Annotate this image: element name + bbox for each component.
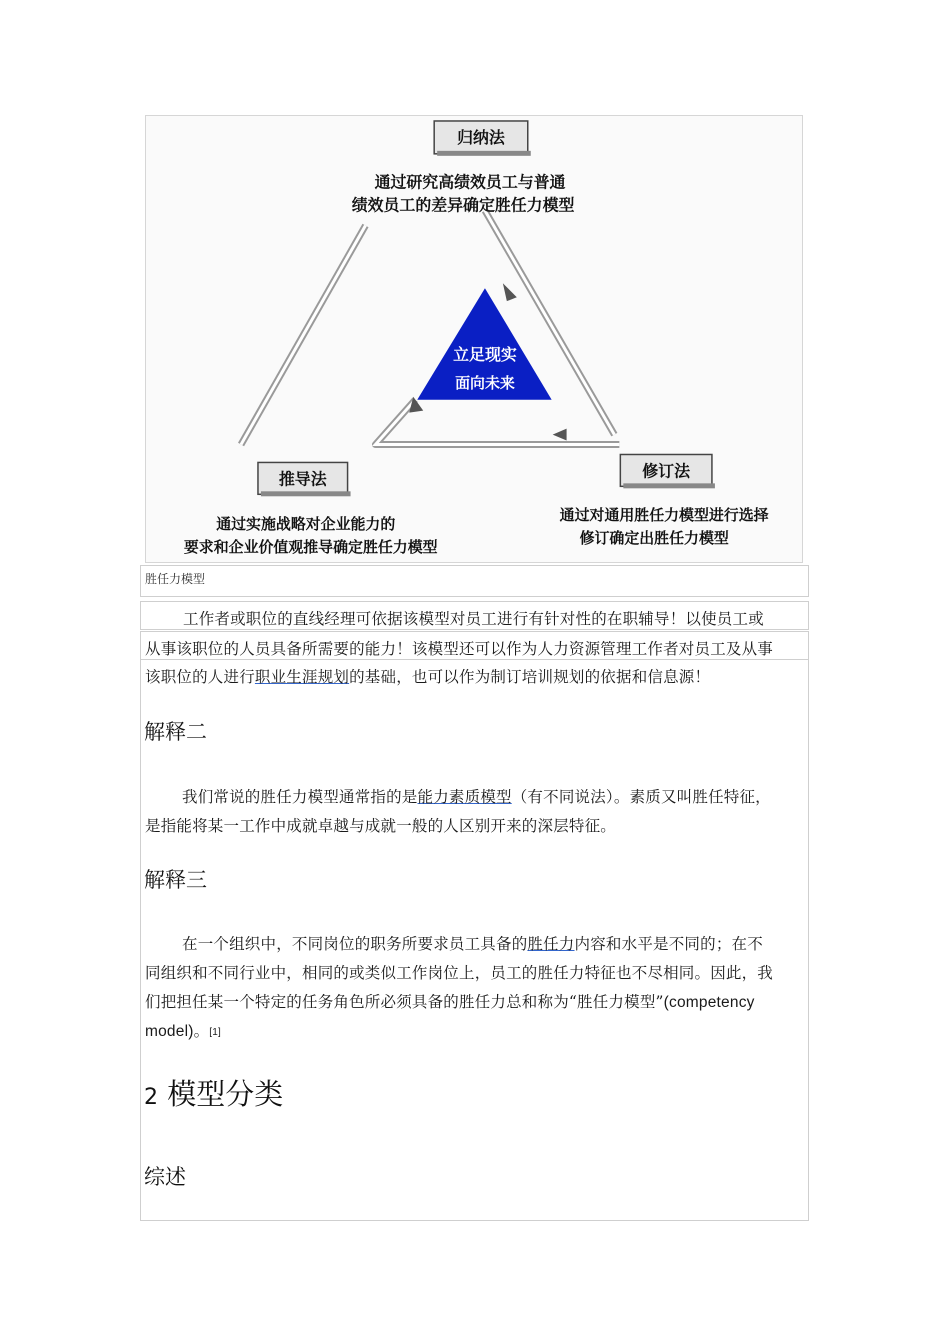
career-planning-link[interactable]: 职业生涯规划 xyxy=(254,668,350,686)
paragraph1-row2 xyxy=(140,631,809,660)
chapter2-heading xyxy=(144,1072,283,1113)
section3-line3-text-a: 们把担任某一个特定的任务角色所必须具备的胜任力总和称为“胜任力模型” xyxy=(145,993,664,1011)
para1-line3-text-b: 的基础，也可以作为制订培训规划的依据和信息源！ xyxy=(349,668,711,686)
chapter-title: 模型分类 xyxy=(167,1077,284,1111)
section2-line1 xyxy=(182,785,771,807)
section3-line1-text-a: 在一个组织中，不同岗位的职务所要求员工具备的 xyxy=(182,935,528,953)
chapter-number: 2 xyxy=(144,1085,158,1110)
para1-line3-text-a: 该职位的人进行 xyxy=(145,668,255,686)
section2-line1-text-a: 我们常说的胜任力模型通常指的是 xyxy=(182,788,418,806)
section3-line3 xyxy=(145,990,755,1012)
center-text-line1: 立足现实 xyxy=(453,344,517,364)
left-label: 推导法 xyxy=(278,469,327,489)
right-desc-line1: 通过对通用胜任力模型进行选择 xyxy=(559,506,769,525)
para1-line2: 从事该职位的人员具备所需要的能力！该模型还可以作为人力资源管理工作者对员工及从事 xyxy=(145,640,774,658)
top-label: 归纳法 xyxy=(457,127,505,147)
figure-caption xyxy=(140,565,809,597)
reference-link[interactable]: [1] xyxy=(209,1027,221,1038)
section3-line4 xyxy=(145,1019,221,1041)
section2-line1-text-b: （有不同说法）。素质又叫胜任特征， xyxy=(511,788,771,806)
right-desc-line2: 修订确定出胜任力模型 xyxy=(579,529,729,548)
arrow-head-left xyxy=(553,429,567,441)
section3-line1-text-b: 内容和水平是不同的；在不 xyxy=(574,935,763,953)
overview-heading: 综述 xyxy=(144,1165,186,1189)
section3-line3-text-b: (competency xyxy=(663,994,755,1011)
paragraph1-row1 xyxy=(140,601,809,630)
right-label: 修订法 xyxy=(642,461,691,481)
arrow-head-down-right xyxy=(503,283,517,301)
left-desc-line1: 通过实施战略对企业能力的 xyxy=(216,515,396,534)
section3-line1 xyxy=(182,932,763,954)
competency-model-figure xyxy=(145,115,803,563)
section3-line2: 同组织和不同行业中，相同的或类似工作岗位上，员工的胜任力特征也不尽相同。因此，我 xyxy=(145,964,774,982)
section2-heading: 解释二 xyxy=(144,720,207,744)
top-desc-line2: 绩效员工的差异确定胜任力模型 xyxy=(351,195,575,215)
left-desc-line2: 要求和企业价值观推导确定胜任力模型 xyxy=(183,538,438,557)
para1-line1: 工作者或职位的直线经理可依据该模型对员工进行有针对性的在职辅导！以使员工或 xyxy=(183,610,764,628)
caption-text: 胜任力模型 xyxy=(145,572,206,586)
section3-heading: 解释三 xyxy=(144,868,207,892)
competency-link[interactable]: 胜任力 xyxy=(527,935,575,953)
center-text-line2: 面向未来 xyxy=(455,373,515,392)
top-desc-line1: 通过研究高绩效员工与普通 xyxy=(374,172,566,192)
competency-quality-model-link[interactable]: 能力素质模型 xyxy=(417,788,512,806)
para1-line3 xyxy=(145,665,710,687)
triangle-diagram xyxy=(146,116,802,562)
section2-line2: 是指能将某一工作中成就卓越与成就一般的人区别开来的深层特征。 xyxy=(145,817,617,835)
section3-line4-text: model)。 xyxy=(145,1023,210,1040)
